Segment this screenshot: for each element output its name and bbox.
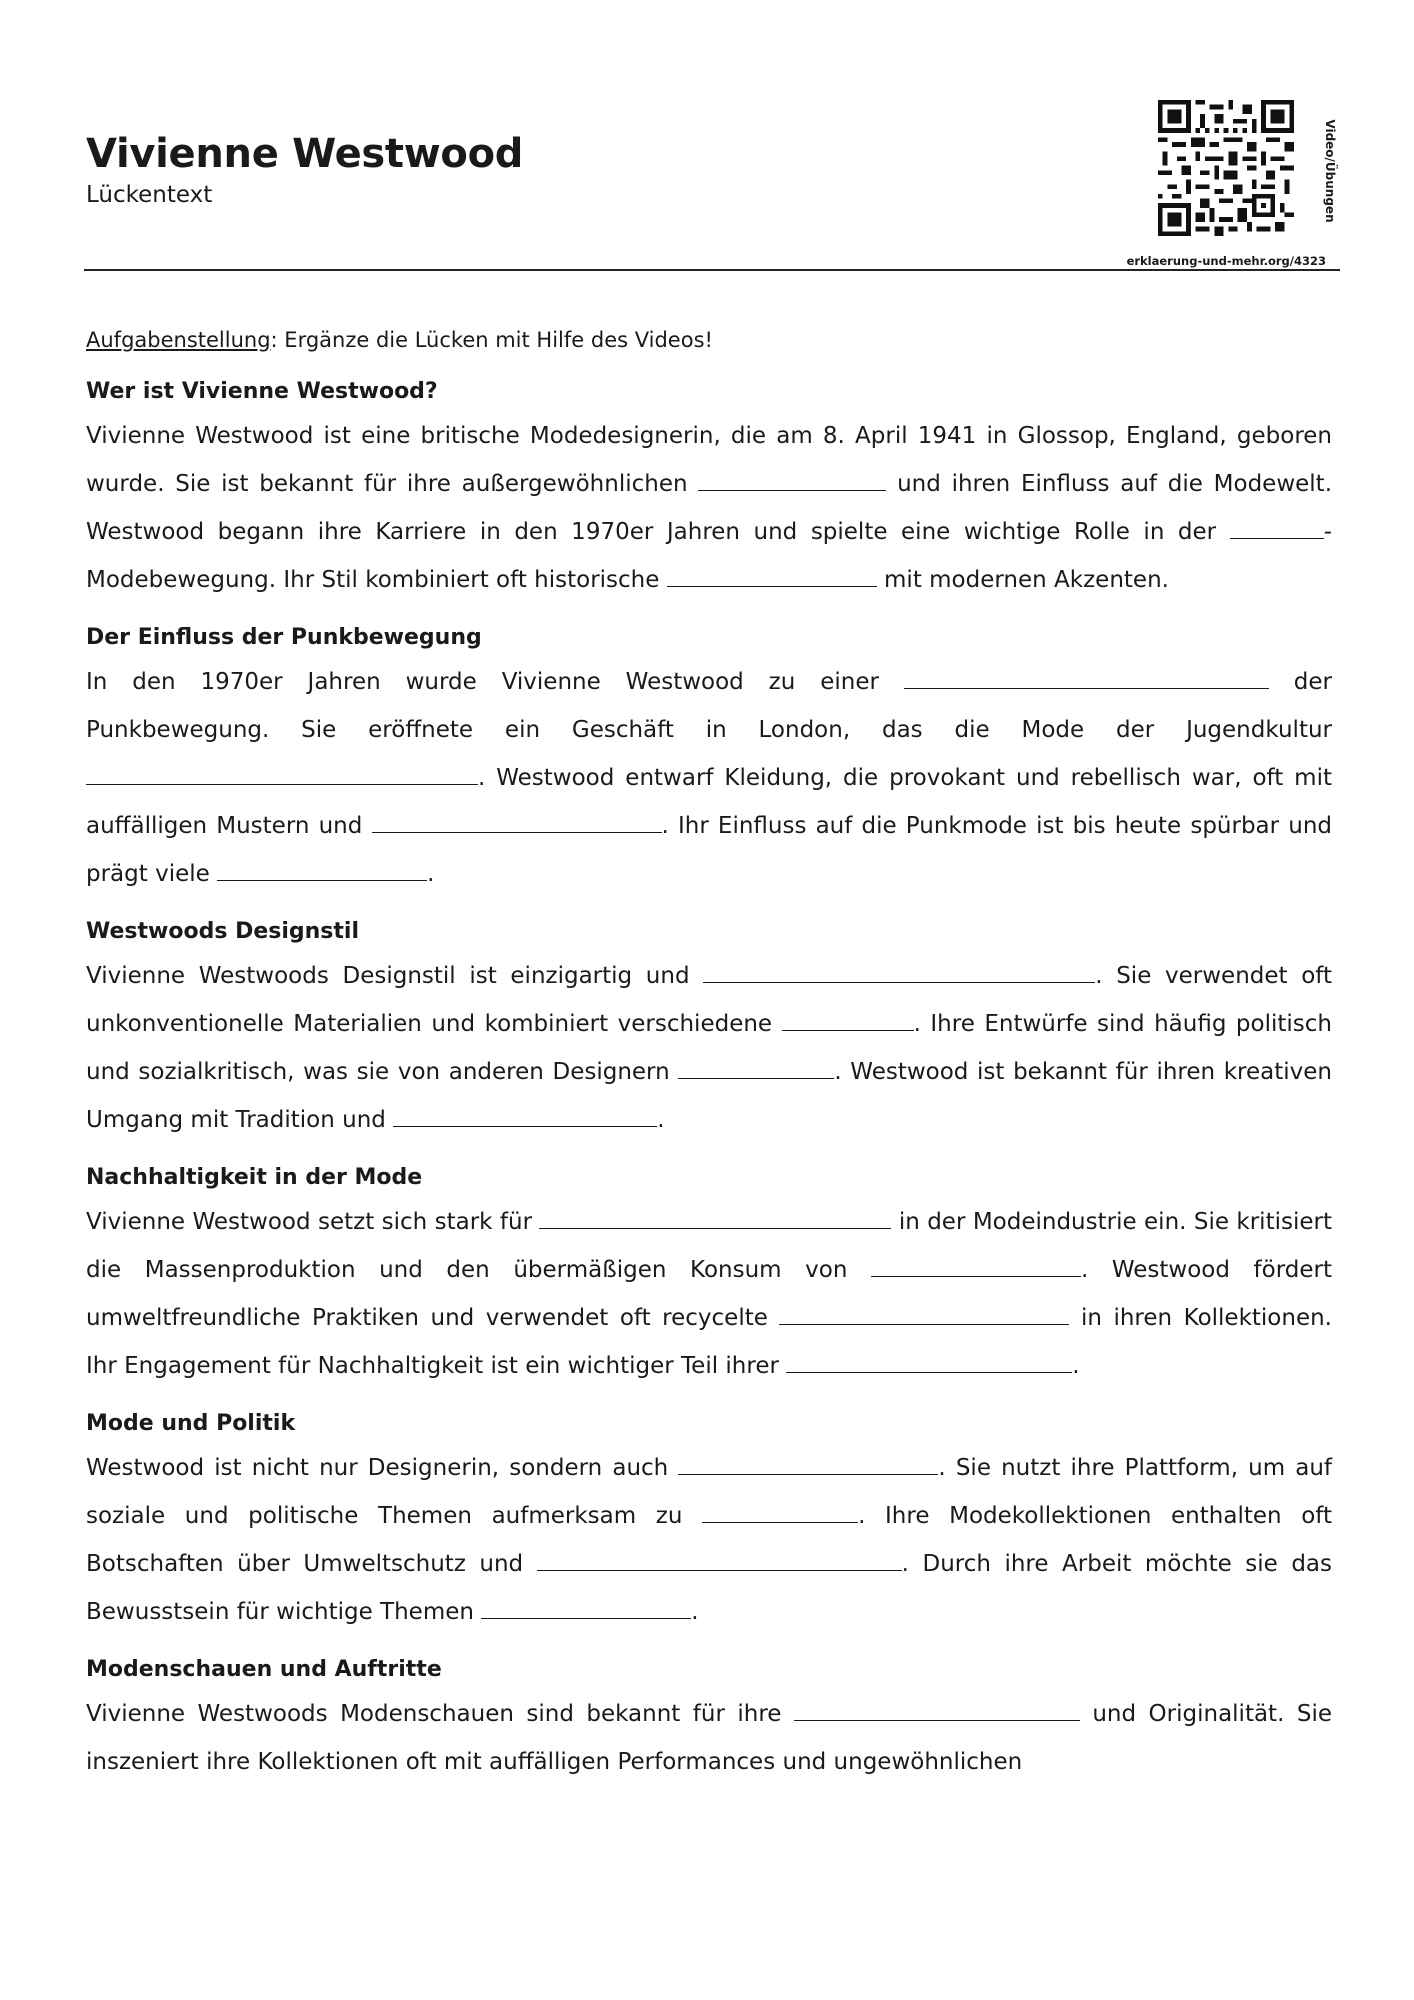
text-fragment: . — [1072, 1353, 1080, 1379]
page-title: Vivienne Westwood — [86, 131, 524, 177]
section-who — [86, 372, 1332, 604]
section-heading: Westwoods Designstil — [86, 919, 359, 944]
section-heading: Wer ist Vivienne Westwood? — [86, 379, 438, 404]
header-divider — [84, 269, 1340, 271]
section-text — [86, 1444, 1332, 1636]
text-fragment: . — [691, 1599, 699, 1625]
text-fragment: in der Modeindustrie ein. Sie kritisiert die Massenproduktion und den übermäßigen Konsum von — [86, 1209, 1332, 1283]
section-shows — [86, 1650, 1332, 1786]
text-fragment: . Sie verwendet oft unkonventionelle Materialien und kombiniert verschiedene — [86, 963, 1332, 1037]
gap-blank[interactable] — [871, 1254, 1081, 1277]
text-fragment: Vivienne Westwoods Modenschauen sind bekannt für ihre — [86, 1701, 794, 1727]
section-heading: Der Einfluss der Punkbewegung — [86, 625, 482, 650]
text-fragment: und Originalität. Sie inszeniert ihre Kollektionen oft mit auffälligen Performances und ungewöhnlichen — [86, 1701, 1332, 1775]
gap-blank[interactable] — [782, 1008, 914, 1031]
gap-blank[interactable] — [904, 666, 1269, 689]
gap-blank[interactable] — [779, 1302, 1069, 1325]
text-fragment: . Ihre Modekollektionen enthalten oft Botschaften über Umweltschutz und — [86, 1503, 1332, 1577]
qr-side-label-text: Video/Übungen — [1323, 119, 1337, 223]
text-fragment: . Westwood entwarf Kleidung, die provokant und rebellisch war, oft mit auffälligen Mustern und — [86, 765, 1332, 839]
text-fragment: . Westwood fördert umweltfreundliche Praktiken und verwendet oft recycelte — [86, 1257, 1332, 1331]
section-punk — [86, 618, 1332, 898]
section-design — [86, 912, 1332, 1144]
text-fragment: Vivienne Westwoods Designstil ist einzigartig und — [86, 963, 704, 989]
qr-url-link[interactable]: erklaerung-und-mehr.org/4323 — [1126, 254, 1326, 268]
text-fragment: . Sie nutzt ihre Plattform, um auf soziale und politische Themen aufmerksam zu — [86, 1455, 1332, 1529]
task-label: Aufgabenstellung — [86, 328, 271, 352]
text-fragment: mit modernen Akzenten. — [876, 567, 1169, 593]
section-heading: Modenschauen und Auftritte — [86, 1657, 442, 1682]
text-fragment: . — [427, 861, 435, 887]
section-text — [86, 1198, 1332, 1390]
section-politics — [86, 1404, 1332, 1636]
section-text — [86, 658, 1332, 898]
gap-blank[interactable] — [539, 1206, 891, 1229]
gap-blank[interactable] — [667, 564, 877, 587]
gap-blank[interactable] — [703, 960, 1095, 983]
task-instruction — [86, 322, 1332, 358]
gap-blank[interactable] — [702, 1500, 858, 1523]
gap-blank[interactable] — [393, 1104, 657, 1127]
gap-blank[interactable] — [794, 1698, 1080, 1721]
section-heading: Nachhaltigkeit in der Mode — [86, 1165, 423, 1190]
text-fragment: Vivienne Westwood ist eine britische Modedesignerin, die am 8. April 1941 in Glossop, England, geboren wurde. Sie ist bekannt für ihre außergewöhnlichen — [86, 423, 1332, 497]
text-fragment: Westwood ist nicht nur Designerin, sondern auch — [86, 1455, 679, 1481]
gap-blank[interactable] — [678, 1452, 938, 1475]
section-text — [86, 1690, 1332, 1786]
text-fragment: und ihren Einfluss auf die Modewelt. Westwood begann ihre Karriere in den 1970er Jahren und spielte eine wichtige Rolle in der — [86, 471, 1333, 545]
section-text — [86, 412, 1332, 604]
worksheet-body — [86, 322, 1332, 1800]
text-fragment: . Durch ihre Arbeit möchte sie das Bewusstsein für wichtige Themen — [86, 1551, 1332, 1625]
text-fragment: -Modebewegung. Ihr Stil kombiniert oft historische — [86, 519, 1332, 593]
gap-blank[interactable] — [481, 1596, 691, 1619]
section-heading: Mode und Politik — [86, 1411, 296, 1436]
page-subtitle: Lückentext — [86, 182, 213, 208]
page-header — [86, 128, 523, 210]
section-sustainability — [86, 1158, 1332, 1390]
gap-blank[interactable] — [537, 1548, 902, 1571]
text-fragment: . Ihre Entwürfe sind häufig politisch und sozialkritisch, was sie von anderen Designern — [86, 1011, 1332, 1085]
qr-code-icon — [1158, 100, 1294, 236]
qr-side-label — [1320, 116, 1340, 226]
text-fragment: in ihren Kollektionen. Ihr Engagement für Nachhaltigkeit ist ein wichtiger Teil ihrer — [86, 1305, 1332, 1379]
text-fragment: In den 1970er Jahren wurde Vivienne Westwood zu einer — [86, 669, 904, 695]
gap-blank[interactable] — [698, 468, 886, 491]
text-fragment: . Ihr Einfluss auf die Punkmode ist bis heute spürbar und prägt viele — [86, 813, 1333, 887]
gap-blank[interactable] — [786, 1350, 1072, 1373]
gap-blank[interactable] — [372, 810, 662, 833]
gap-blank[interactable] — [1230, 516, 1324, 539]
task-text: : Ergänze die Lücken mit Hilfe des Videos! — [270, 328, 713, 352]
gap-blank[interactable] — [86, 762, 478, 785]
text-fragment: der Punkbewegung. Sie eröffnete ein Geschäft in London, das die Mode der Jugendkultur — [86, 669, 1332, 743]
text-fragment: . Westwood ist bekannt für ihren kreativen Umgang mit Tradition und — [86, 1059, 1332, 1133]
gap-blank[interactable] — [678, 1056, 834, 1079]
text-fragment: Vivienne Westwood setzt sich stark für — [86, 1209, 540, 1235]
section-text — [86, 952, 1332, 1144]
gap-blank[interactable] — [217, 858, 427, 881]
text-fragment: . — [657, 1107, 665, 1133]
